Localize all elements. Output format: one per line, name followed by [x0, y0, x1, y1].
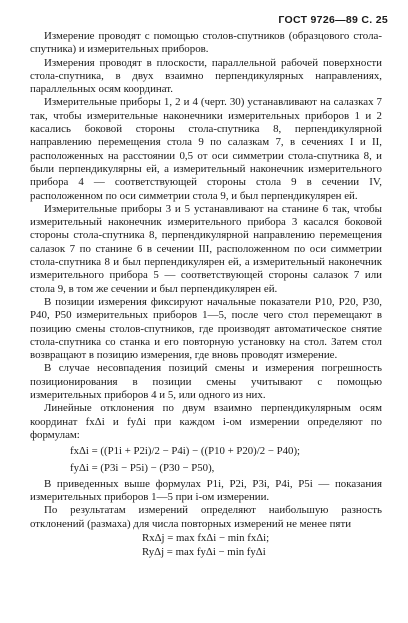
- formula-fy-text: fyΔi = (P3i − P5i) − (P30 − P50),: [70, 461, 215, 474]
- formula-rx: [142, 532, 382, 545]
- document-body: [30, 30, 382, 560]
- formula-ry-text: RyΔj = max fyΔi − min fyΔi: [142, 546, 266, 559]
- paragraph-range: По результатам измерений определяют наибольшую разность отклонений (размаха) для числа повторных измерений не менее пяти: [30, 504, 382, 530]
- paragraph-formula-notation: В приведенных выше формулах P1i, P2i, P3i, P4i, P5i — показания измерительных приборов 1—5 при i-ом измерении.: [30, 477, 382, 504]
- page-header: ГОСТ 9726—89 С. 25: [278, 14, 388, 26]
- paragraph-measurement-plane: Измерения проводят в плоскости, параллельной рабочей поверхности стола-спутника, в двух взаимно перпендикулярных направлениях, параллельных осям координат.: [30, 56, 382, 96]
- paragraph-initial-readings: В позиции измерения фиксируют начальные показатели P10, P20, P30, P40, P50 измерительных приборов 1—5, после чего стол перемещают в позицию смены столов-спутников, где производят автоматическое снятие стола-спутника со станка и его повторную установку на стол. Затем стол возвращают в позицию измерения, где вновь проводят измерение.: [30, 295, 382, 362]
- paragraph-position-mismatch: В случае несовпадения позиций смены и измерения погрешность позиционирования в позиции смены учитывают с помощью измерительных приборов 4 и 5, или одного из них.: [30, 362, 382, 402]
- paragraph-intro: Измерение проводят с помощью столов-спутников (образцового стола-спутника) и измерительных приборов.: [30, 30, 382, 56]
- formula-rx-text: RxΔj = max fxΔi − min fxΔi;: [142, 531, 270, 544]
- paragraph-linear-deviations: Линейные отклонения по двум взаимно перпендикулярным осям координат fxΔi и fyΔi при каждом i-ом измерении определяют по формулам:: [30, 402, 382, 441]
- formula-fy: [70, 462, 382, 475]
- formula-fx-text: fxΔi = ((P1i + P2i)/2 − P4i) − ((P10 + P20)/2 − P40);: [70, 445, 301, 458]
- paragraph-instruments-124: Измерительные приборы 1, 2 и 4 (черт. 30) устанавливают на салазках 7 так, чтобы измерительные наконечники измерительных приборов 1 и 2 касались боковой стороны стола-спутника 8, перпендикулярной направлению перемещения стола 9 по салазкам 7, в сечениях I и II, расположенных на расстоянии 0,5 от оси симметрии стола-спутника 8, и были перпендикулярны ей, а измерительный наконечник измерительного прибора 4 — соответствующей стороны стола 9 в сечении IV, расположенном по оси симметрии стола 9, и был перпендикулярен ей.: [30, 96, 382, 202]
- formula-ry: [142, 546, 382, 559]
- formula-fx: [70, 445, 382, 458]
- paragraph-instruments-35: Измерительные приборы 3 и 5 устанавливают на станине 6 так, чтобы измерительный наконечник измерительного прибора 3 касался боковой стороны стола-спутника 8, перпендикулярной направлению перемещения салазок 7 по станине 6 в сечении III, расположенном по оси симметрии стола-спутника 8 и был перпендикулярен ей, а измерительный наконечник измерительного прибора 5 — соответствующей стороны салазок 7 или стола 9, в том же сечении и был перпендикулярен ей.: [30, 202, 382, 295]
